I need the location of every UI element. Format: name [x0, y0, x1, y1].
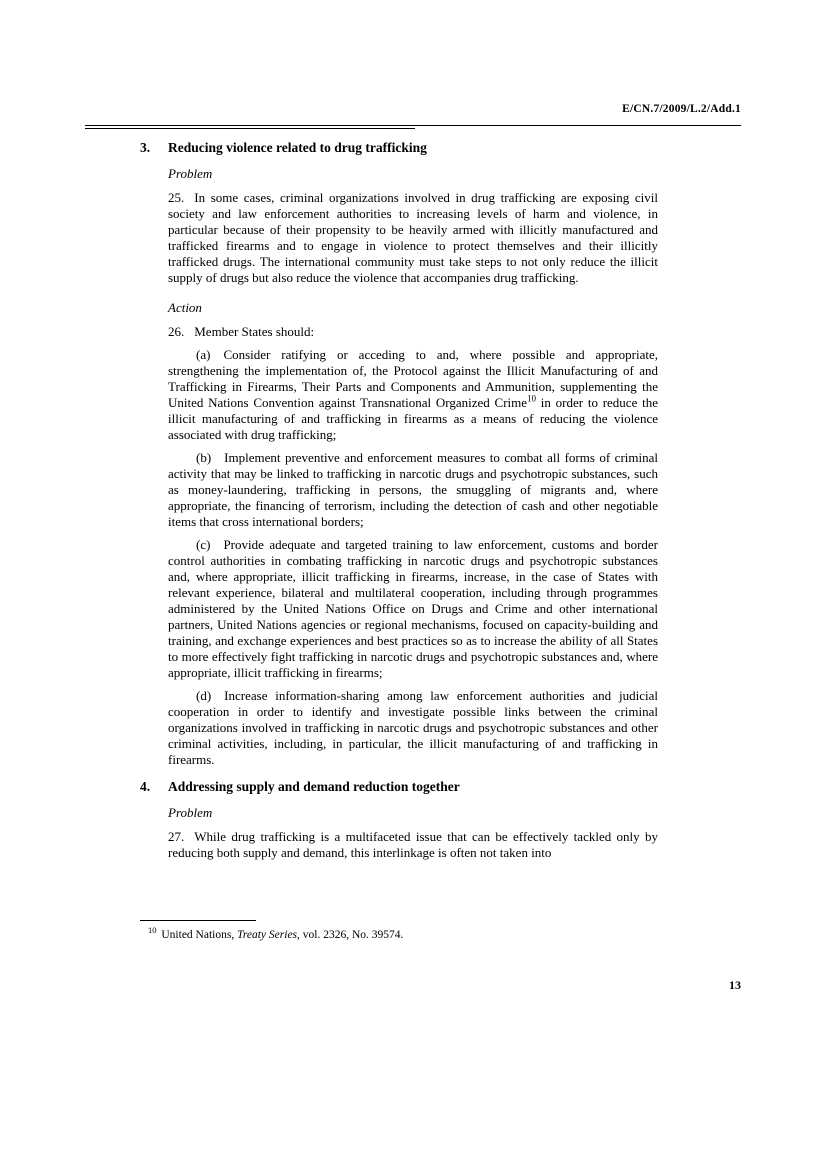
item-d-label: (d) — [196, 688, 212, 703]
header-rule — [85, 125, 741, 126]
section-3-number: 3. — [140, 140, 151, 155]
page-number: 13 — [729, 978, 741, 992]
paragraph-26-number: 26. — [168, 324, 185, 339]
paragraph-27-number: 27. — [168, 829, 185, 844]
paragraph-26-item-c — [168, 537, 658, 681]
footnote-area — [140, 920, 658, 942]
item-b-label: (b) — [196, 450, 212, 465]
footnote-10-text-after: , vol. 2326, No. 39574. — [297, 929, 404, 941]
item-c-text: Provide adequate and targeted training to law enforcement, customs and border control authorities in combating trafficking in narcotic drugs and psychotropic substances and, where appropriate, illicit trafficking in firearms, increase, in the case of States with relevant experience, bilateral and multilateral cooperation, including through programmes administered by the United Nations Office on Drugs and Crime and other international partners, United Nations agencies or regional mechanisms, focused on capacity-building and training, and exchange experiences and best practices so as to increase the ability of all States to more effectively fight trafficking in narcotic drugs and psychotropic substances and, where appropriate, illicit trafficking in firearms; — [168, 537, 658, 680]
section-3-heading — [140, 139, 658, 156]
footnote-10-italic-title: Treaty Series — [237, 929, 298, 941]
paragraph-25 — [168, 190, 658, 286]
footnote-reference-10: 10 — [527, 393, 537, 404]
footnote-10 — [140, 925, 658, 942]
item-a-text-after: in order to reduce the illicit manufacturing of and trafficking in firearms as a means of reducing the violence associated with drug trafficking; — [168, 395, 658, 442]
section-4-heading — [140, 778, 658, 795]
paragraph-25-number: 25. — [168, 190, 185, 205]
section-3-title: Reducing violence related to drug trafficking — [168, 140, 427, 155]
item-d-text: Increase information-sharing among law enforcement authorities and judicial cooperation in order to identify and investigate possible links between the criminal organizations involved in trafficking in narcotic drugs and psychotropic substances and other criminal activities, including, in particular, the illicit manufacturing of and trafficking in firearms. — [168, 688, 658, 767]
paragraph-26-item-a — [168, 347, 658, 443]
problem-label-section-3: Problem — [168, 166, 213, 181]
item-c-label: (c) — [196, 537, 211, 552]
paragraph-26 — [168, 324, 658, 340]
footnote-10-marker: 10 — [148, 925, 157, 936]
item-a-text-before: Consider ratifying or acceding to and, where possible and appropriate, strengthening the implementation of, the Protocol against the Illicit Manufacturing of and Trafficking in Firearms, Their Parts and Components and Ammunition, supplementing the United Nations Convention against Transnational Organized Crime — [168, 347, 658, 410]
item-a-label: (a) — [196, 347, 211, 362]
section-4-number: 4. — [140, 779, 151, 794]
item-b-text: Implement preventive and enforcement measures to combat all forms of criminal activity that may be linked to trafficking in narcotic drugs and psychotropic substances, such as money-laundering, trafficking in persons, the smuggling of migrants and, where appropriate, the financing of terrorism, including the detection of cash and other negotiable items that cross international borders; — [168, 450, 658, 529]
problem-label-section-4: Problem — [168, 805, 213, 820]
paragraph-26-item-b — [168, 450, 658, 530]
paragraph-26-text: Member States should: — [194, 324, 315, 339]
document-symbol: E/CN.7/2009/L.2/Add.1 — [622, 103, 741, 115]
header-rule-secondary — [85, 128, 415, 129]
paragraph-26-item-d — [168, 688, 658, 768]
document-body — [140, 139, 658, 868]
paragraph-27 — [168, 829, 658, 861]
action-label-section-3: Action — [168, 300, 202, 315]
section-4-title: Addressing supply and demand reduction together — [168, 779, 460, 794]
paragraph-25-text: In some cases, criminal organizations involved in drug trafficking are exposing civil society and law enforcement authorities to increasing levels of harm and violence, in particular because of their propensity to be heavily armed with illicitly manufactured and trafficked firearms and to engage in violence to protect themselves and their illicitly trafficked drugs. The international community must take steps to not only reduce the illicit supply of drugs but also reduce the violence that accompanies drug trafficking. — [168, 190, 658, 285]
paragraph-27-text: While drug trafficking is a multifaceted issue that can be effectively tackled only by reducing both supply and demand, this interlinkage is often not taken into — [168, 829, 658, 860]
footnote-rule — [140, 920, 256, 921]
footnote-10-text-before: United Nations, — [158, 929, 238, 941]
